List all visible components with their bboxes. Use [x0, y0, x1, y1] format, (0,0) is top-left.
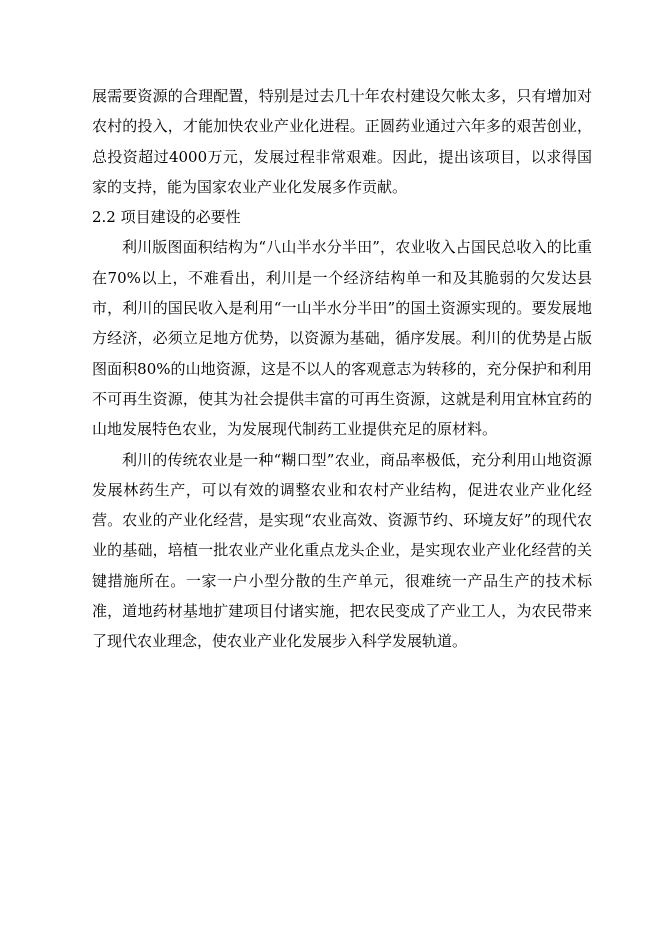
section-heading: 2.2 项目建设的必要性: [92, 208, 241, 227]
paragraph-necessity-1: 利川版图面积结构为“八山半水分半田”，农业收入占国民总收入的比重在70%以上，不难看出，利川是一个经济结构单一和及其脆弱的欠发达县市，利川的国民收入是利用“一山半水分半田”的国土资源实现的。要发展地方经济，必须立足地方优势，以资源为基础，循序发展。利川的优势是占版图面积80%的山地资源，这是不以人的客观意志为转移的，充分保护和利用不可再生资源，使其为社会提供丰富的可再生资源，这就是利用宜林宜药的山地发展特色农业，为发展现代制药工业提供充足的原材料。: [92, 238, 592, 439]
document-body: [92, 81, 592, 657]
paragraph-necessity-2: 利川的传统农业是一种“糊口型”农业，商品率极低，充分利用山地资源发展林药生产，可以有效的调整农业和农村产业结构，促进农业产业化经营。农业的产业化经营，是实现“农业高效、资源节约、环境友好”的现代农业的基础，培植一批农业产业化重点龙头企业，是实现农业产业化经营的关键措施所在。一家一户小型分散的生产单元，很难统一产品生产的技术标准，道地药材基地扩建项目付诸实施，把农民变成了产业工人，为农民带来了现代农业理念，使农业产业化发展步入科学发展轨道。: [92, 450, 592, 651]
paragraph-continuation: 展需要资源的合理配置，特别是过去几十年农村建设欠帐太多，只有增加对农村的投入，才能加快农业产业化进程。正圆药业通过六年多的艰苦创业，总投资超过4000万元，发展过程非常艰难。因此，提出该项目，以求得国家的支持，能为国家农业产业化发展多作贡献。: [92, 87, 592, 196]
